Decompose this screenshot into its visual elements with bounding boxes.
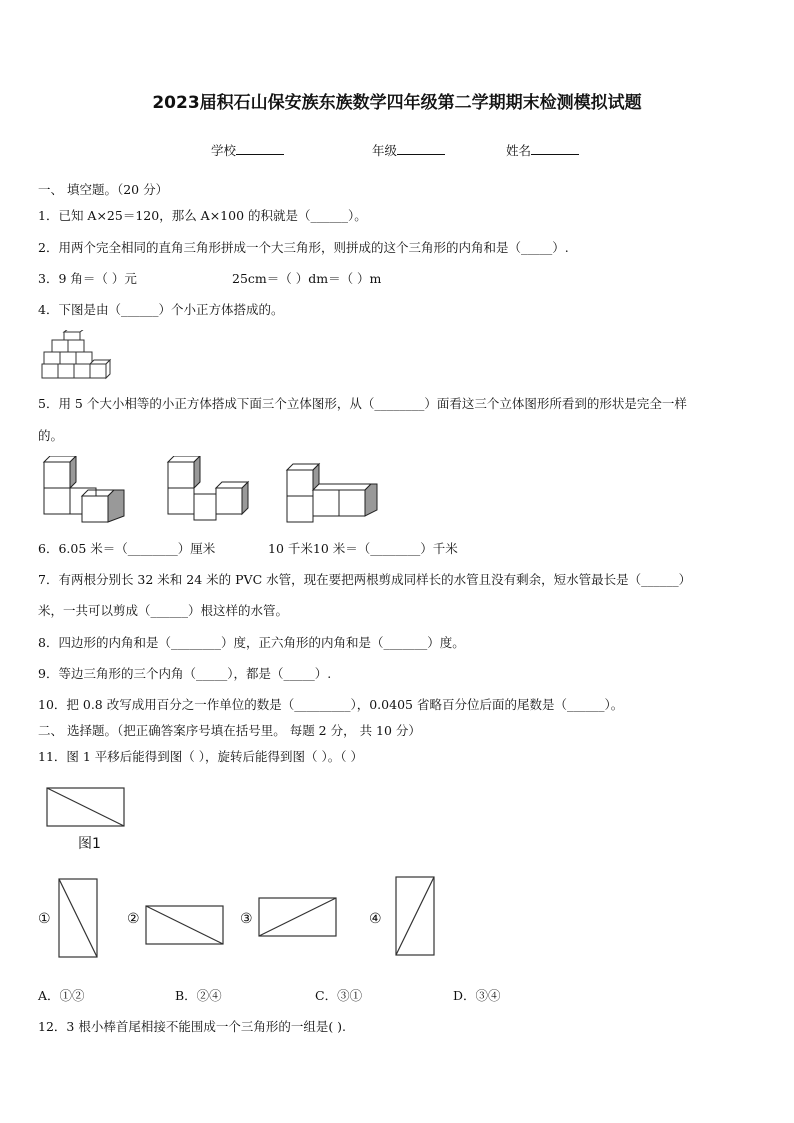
option-figure-1: [58, 878, 100, 960]
question-5-line1: 5．用 5 个大小相等的小正方体搭成下面三个立体图形，从（________）面看这三个立体图形所看到的形状是完全一样: [38, 396, 687, 411]
question-6b: 10 千米10 米＝（________）千米: [268, 541, 458, 556]
option-c[interactable]: C．③①: [315, 988, 363, 1003]
question-9: 9．等边三角形的三个内角（_____），都是（_____）.: [38, 666, 332, 681]
question-11: 11．图 1 平移后能得到图（ ），旋转后能得到图（ ）。（ ）: [38, 749, 363, 764]
question-7-line1: 7．有两根分别长 32 米和 24 米的 PVC 水管，现在要把两根剪成同样长的水管且没有剩余，短水管最长是（______）: [38, 572, 692, 587]
question-5-line2: 的。: [38, 428, 64, 443]
question-4: 4．下图是由（______）个小正方体搭成的。: [38, 302, 284, 317]
option-figure-3: [258, 897, 338, 939]
grade-label: 年级: [372, 143, 398, 158]
question-3a: 3．9 角＝（ ）元: [38, 271, 137, 286]
section1-heading: 一、 填空题。（20 分）: [38, 182, 169, 197]
school-blank[interactable]: [236, 142, 284, 155]
grade-field: [372, 142, 445, 159]
figure-1-caption: 图1: [78, 836, 101, 852]
cube-stack-figure: [40, 330, 112, 382]
cube-figure-b: [164, 456, 254, 528]
option-figure-4: [395, 876, 437, 958]
question-3b: 25cm＝（ ）dm＝（ ）m: [232, 271, 382, 286]
option-b[interactable]: B．②④: [175, 988, 222, 1003]
option-d[interactable]: D．③④: [453, 988, 501, 1003]
cube-figure-a: [40, 456, 130, 528]
school-field: [211, 142, 284, 159]
name-blank[interactable]: [531, 142, 579, 155]
page-title: 2023届积石山保安族东族数学四年级第二学期期末检测模拟试题: [152, 93, 642, 113]
option-a[interactable]: A．①②: [38, 988, 85, 1003]
question-10: 10．把 0.8 改写成用百分之一作单位的数是（_________），0.0405 省略百分位后面的尾数是（______）。: [38, 697, 624, 712]
cube-figure-c: [283, 462, 383, 528]
marker-3: ③: [240, 911, 253, 927]
marker-4: ④: [369, 911, 382, 927]
question-8: 8．四边形的内角和是（________）度，正六角形的内角和是（_______）度。: [38, 635, 465, 650]
question-1: 1．已知 A×25＝120，那么 A×100 的积就是（______）。: [38, 208, 367, 223]
figure-1-rectangle: [46, 787, 126, 829]
name-label: 姓名: [506, 143, 532, 158]
marker-1: ①: [38, 911, 51, 927]
question-2: 2．用两个完全相同的直角三角形拼成一个大三角形，则拼成的这个三角形的内角和是（_____）.: [38, 240, 569, 255]
marker-2: ②: [127, 911, 140, 927]
question-6a: 6．6.05 米＝（________）厘米: [38, 541, 216, 556]
name-field: [506, 142, 579, 159]
question-12: 12．3 根小棒首尾相接不能围成一个三角形的一组是( ).: [38, 1019, 347, 1034]
section2-heading: 二、 选择题。（把正确答案序号填在括号里。 每题 2 分， 共 10 分）: [38, 723, 421, 738]
grade-blank[interactable]: [397, 142, 445, 155]
question-7-line2: 米，一共可以剪成（______）根这样的水管。: [38, 603, 289, 618]
option-figure-2: [145, 905, 225, 947]
school-label: 学校: [211, 143, 237, 158]
